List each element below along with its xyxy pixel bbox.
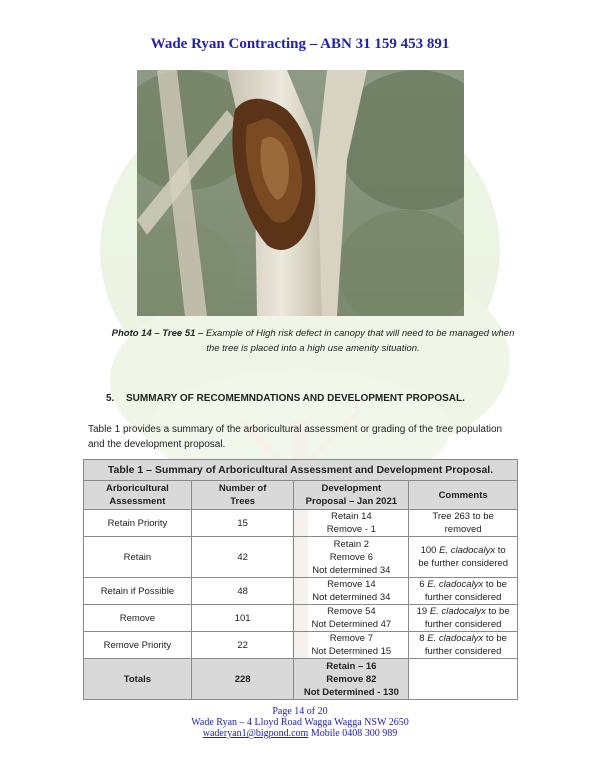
section-heading	[106, 393, 465, 404]
email-link[interactable]: waderyan1@bigpond.com	[202, 728, 309, 739]
footer-address: Wade Ryan – 4 Lloyd Road Wagga Wagga NSW 2650	[191, 717, 409, 728]
section-number: 5.	[106, 393, 115, 404]
totals-row	[84, 659, 518, 700]
page-footer	[0, 706, 600, 739]
comment-text: to be	[485, 606, 510, 617]
totals-proposal-line: Not Determined - 130	[303, 686, 399, 698]
trees-cell: 101	[191, 605, 294, 632]
species-name: E. cladocalyx	[427, 633, 484, 644]
assessment-cell: Remove Priority	[84, 632, 192, 659]
intro-line-1: Table 1 provides a summary of the arboricultural assessment or grading of the tree population	[88, 424, 503, 435]
proposal-line: Remove 14	[327, 579, 376, 590]
header-proposal-line2: Proposal – Jan 2021	[305, 496, 398, 507]
header-proposal	[294, 481, 409, 510]
assessment-cell: Retain	[84, 537, 192, 578]
proposal-line: Not determined 34	[312, 564, 391, 576]
totals-comments	[409, 659, 518, 700]
assessment-cell: Retain if Possible	[84, 578, 192, 605]
proposal-line: Not Determined 15	[311, 646, 392, 657]
comment-line: Tree 263 to be	[432, 511, 494, 522]
header-proposal-line1: Development	[321, 483, 382, 494]
proposal-cell	[294, 510, 409, 537]
table-row	[84, 578, 518, 605]
caption-line-2: the tree is placed into a high use amenity situation.	[206, 343, 420, 354]
totals-proposal	[294, 659, 409, 700]
header-assessment-line1: Arboricultural	[105, 483, 169, 494]
species-name: E. cladocalyx	[429, 606, 486, 617]
table-row	[84, 510, 518, 537]
page-number: Page 14 of 20	[272, 706, 328, 717]
trees-cell: 22	[191, 632, 294, 659]
proposal-line: Not determined 34	[312, 592, 391, 603]
comments-cell	[409, 605, 518, 632]
comment-line: be further considered	[418, 558, 508, 569]
proposal-cell	[294, 578, 409, 605]
table-title: Table 1 – Summary of Arboricultural Assessment and Development Proposal.	[84, 460, 518, 481]
header-trees-line2: Trees	[230, 496, 256, 507]
proposal-line: Remove 54	[327, 606, 376, 617]
comments-cell	[409, 510, 518, 537]
header-trees	[191, 481, 294, 510]
totals-proposal-line: Retain – 16	[326, 660, 377, 672]
totals-label: Totals	[84, 659, 192, 700]
photo-caption	[95, 326, 531, 356]
proposal-cell	[294, 605, 409, 632]
proposal-line: Not Determined 47	[311, 619, 392, 630]
proposal-cell	[294, 632, 409, 659]
comment-count: 19	[416, 606, 430, 617]
intro-line-2: and the development proposal.	[88, 439, 226, 450]
proposal-line: Remove 7	[329, 633, 374, 644]
comment-text: to be	[483, 579, 507, 590]
footer-contact	[0, 728, 600, 739]
comment-line: further considered	[424, 646, 502, 657]
comments-cell	[409, 578, 518, 605]
assessment-cell: Retain Priority	[84, 510, 192, 537]
species-name: E. cladocalyx	[427, 579, 484, 590]
tree-photo	[137, 70, 464, 316]
table-row	[84, 632, 518, 659]
trees-cell: 42	[191, 537, 294, 578]
intro-paragraph	[88, 422, 508, 452]
table-row	[84, 605, 518, 632]
assessment-cell: Remove	[84, 605, 192, 632]
proposal-cell	[294, 537, 409, 578]
comments-cell	[409, 537, 518, 578]
section-title: SUMMARY OF RECOMEMNDATIONS AND DEVELOPMENT PROPOSAL.	[126, 393, 465, 404]
proposal-line: Remove 6	[329, 551, 374, 563]
comment-count: 6	[419, 579, 428, 590]
trees-cell: 15	[191, 510, 294, 537]
summary-table	[83, 459, 518, 700]
comment-line: further considered	[424, 592, 502, 603]
header-assessment	[84, 481, 192, 510]
proposal-line: Retain 2	[333, 538, 370, 550]
page-header: Wade Ryan Contracting – ABN 31 159 453 891	[150, 36, 450, 52]
totals-proposal-line: Remove 82	[326, 673, 377, 685]
header-trees-line1: Number of	[218, 483, 267, 494]
comment-line: further considered	[424, 619, 502, 630]
proposal-line: Retain 14	[331, 511, 372, 522]
proposal-line: Remove - 1	[326, 524, 376, 535]
header-assessment-line2: Assessment	[109, 496, 166, 507]
comment-line: removed	[444, 524, 482, 535]
table-row	[84, 537, 518, 578]
caption-line-1: Example of High risk defect in canopy that will need to be managed when	[205, 328, 515, 339]
species-name: E. cladocalyx	[439, 545, 496, 556]
comment-count: 100	[420, 545, 440, 556]
comments-cell	[409, 632, 518, 659]
totals-trees: 228	[191, 659, 294, 700]
mobile-number: Mobile 0408 300 989	[308, 728, 398, 739]
comment-text: to	[495, 545, 506, 556]
comment-count: 8	[419, 633, 428, 644]
comment-text: to be	[483, 633, 507, 644]
trees-cell: 48	[191, 578, 294, 605]
header-comments: Comments	[409, 481, 518, 510]
caption-lead: Photo 14 – Tree 51 –	[111, 328, 206, 339]
